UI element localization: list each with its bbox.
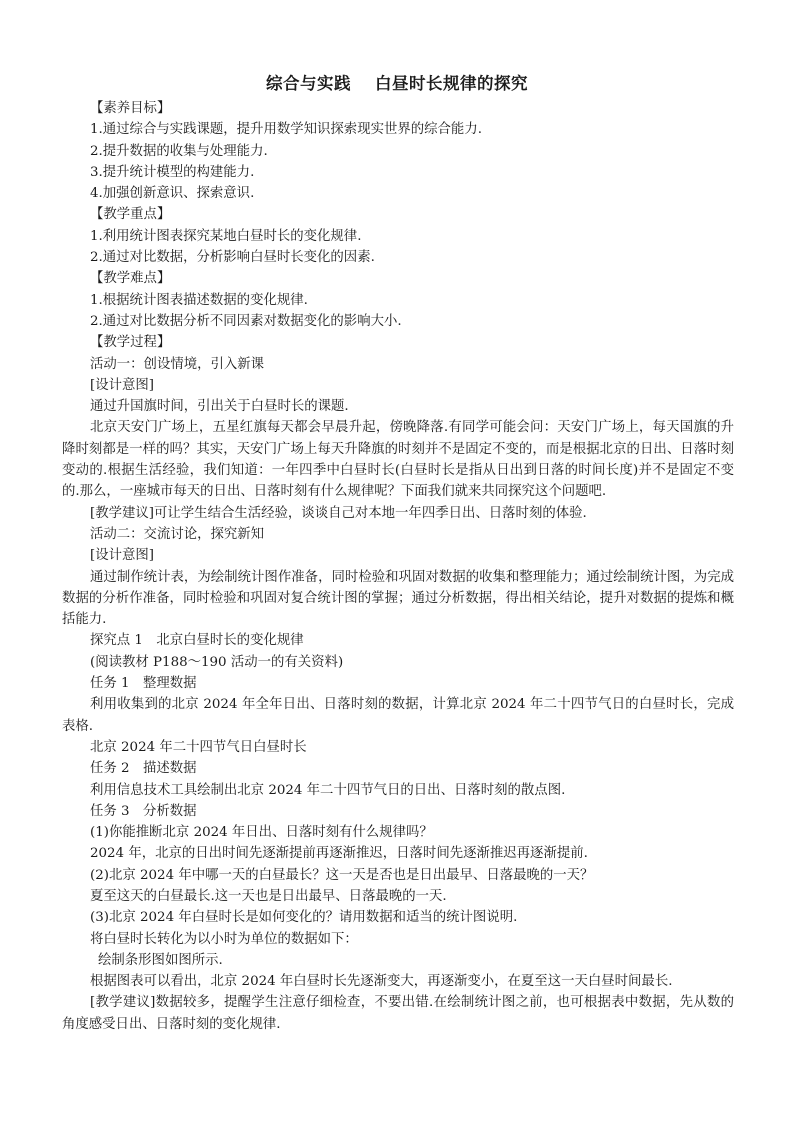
- page-title: [0, 70, 794, 94]
- key-point-item: 2.通过对比数据，分析影响白昼时长变化的因素.: [90, 250, 375, 266]
- activity1-label: 活动一：创设情境，引入新课: [90, 356, 265, 372]
- question-1: (1)你能推断北京 2024 年日出、日落时刻有什么规律吗？: [90, 825, 433, 841]
- task1-label: 任务 1 整理数据: [90, 676, 197, 692]
- document-body: [62, 98, 734, 1035]
- teaching-suggestion: [教学建议]可让学生结合生活经验，谈谈自己对本地一年四季日出、日落时刻的体验.: [90, 505, 587, 521]
- goal-item: 2.提升数据的收集与处理能力.: [90, 143, 268, 159]
- key-point-item: 1.利用统计图表探究某地白昼时长的变化规律.: [90, 228, 362, 244]
- goal-item: 3.提升统计模型的构建能力.: [90, 164, 255, 180]
- goals-heading: 【素养目标】: [90, 101, 171, 116]
- answer-1: 2024 年，北京的日出时间先逐渐提前再逐渐推迟，日落时间先逐渐推迟再逐渐提前.: [90, 846, 588, 862]
- conclusion-paragraph: 根据图表可以看出，北京 2024 年白昼时长先逐渐变大，再逐渐变小，在夏至这一天白昼时间最长.: [90, 974, 673, 990]
- design-intent-paragraph: 通过制作统计表，为绘制统计图作准备，同时检验和巩固对数据的收集和整理能力；通过绘制统计图，为完成数据的分析作准备，同时检验和巩固对复合统计图的掌握；通过分析数据，得出相关结论，提升对数据的提炼和概括能力.: [62, 569, 734, 628]
- difficulties-heading: 【教学难点】: [90, 271, 171, 287]
- task3-label: 任务 3 分析数据: [90, 803, 197, 819]
- question-2: (2)北京 2024 年中哪一天的白昼最长？这一天是否也是日出最早、日落最晚的一天？: [90, 867, 594, 883]
- key-points-heading: 【教学重点】: [90, 207, 171, 223]
- answer-3: 将白昼时长转化为以小时为单位的数据如下：: [90, 931, 358, 947]
- design-intent-text: 通过升国旗时间，引出关于白昼时长的课题.: [90, 399, 349, 415]
- teaching-suggestion-2: [教学建议]数据较多，提醒学生注意仔细检查，不要出错.在绘制统计图之前，也可根据表中数据，先从数的角度感受日出、日落时刻的变化规律.: [62, 995, 734, 1032]
- explore-point-label: 探究点 1 北京白昼时长的变化规律: [90, 633, 304, 649]
- question-3: (3)北京 2024 年白昼时长是如何变化的？请用数据和适当的统计图说明.: [90, 910, 518, 926]
- title-part2: 白昼时长规律的探究: [375, 74, 528, 93]
- difficulty-item: 1.根据统计图表描述数据的变化规律.: [90, 292, 308, 308]
- goal-item: 1.通过综合与实践课题，提升用数学知识探索现实世界的综合能力.: [90, 122, 482, 138]
- design-intent-label: [设计意图]: [90, 377, 155, 393]
- intro-paragraph: 北京天安门广场上，五星红旗每天都会早晨升起，傍晚降落.有同学可能会问：天安门广场上，每天国旗的升降时刻都是一样的吗？其实，天安门广场上每天升降旗的时刻并不是固定不变的，而是根据北京的日出、日落时刻变动的.根据生活经验，我们知道：一年四季中白昼时长(白昼时长是指从日出到日落的时间长度)并不是固定不变的.那么，一座城市每天的日出、日落时刻有什么规律呢？下面我们就来共同探究这个问题吧.: [62, 420, 734, 500]
- title-part1: 综合与实践: [266, 74, 351, 93]
- activity2-label: 活动二：交流讨论，探究新知: [90, 526, 265, 542]
- goal-item: 4.加强创新意识、探索意识.: [90, 186, 255, 202]
- design-intent-label: [设计意图]: [90, 548, 155, 564]
- task2-label: 任务 2 描述数据: [90, 761, 197, 777]
- task2-text: 利用信息技术工具绘制出北京 2024 年二十四节气日的日出、日落时刻的散点图.: [90, 782, 566, 798]
- reading-note: (阅读教材 P188～190 活动一的有关资料): [90, 654, 344, 670]
- table-caption: 北京 2024 年二十四节气日白昼时长: [90, 739, 307, 755]
- process-heading: 【教学过程】: [90, 335, 171, 351]
- difficulty-item: 2.通过对比数据分析不同因素对数据变化的影响大小.: [90, 313, 402, 329]
- task1-text: 利用收集到的北京 2024 年全年日出、日落时刻的数据，计算北京 2024 年二十四节气日的白昼时长，完成表格.: [62, 697, 734, 734]
- answer-2: 夏至这天的白昼最长.这一天也是日出最早、日落最晚的一天.: [90, 888, 447, 904]
- answer-3-chart-note: 绘制条形图如图所示.: [98, 952, 223, 968]
